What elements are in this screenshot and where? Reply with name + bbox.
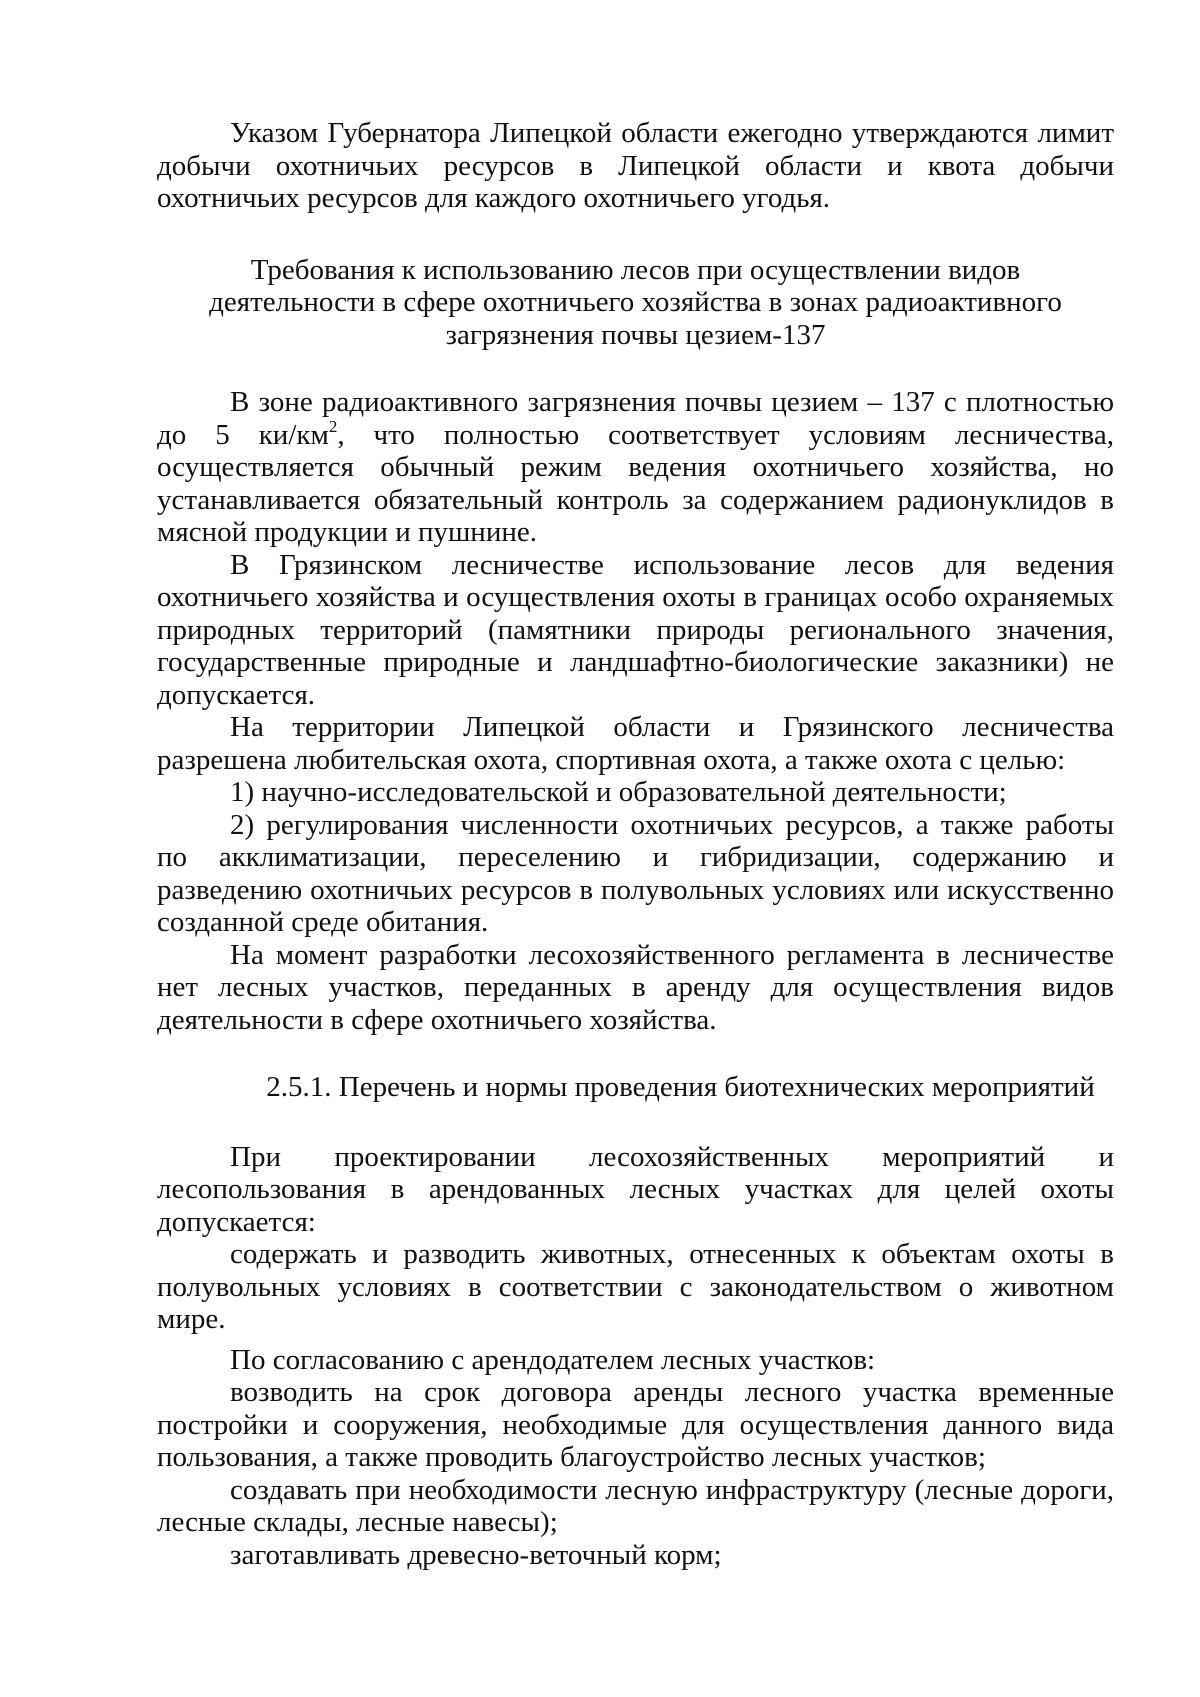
paragraph-design-permits: При проектировании лесохозяйственных мероприятий и лесопользования в арендованных лесных участках для целей охоты допускается: xyxy=(157,1140,1114,1238)
superscript-square: 2 xyxy=(328,416,338,436)
paragraph-cesium-density xyxy=(157,386,1114,549)
list-item-research: 1) научно-исследовательской и образовательной деятельности; xyxy=(230,776,1007,808)
paragraph-keep-animals: содержать и разводить животных, отнесенных к объектам охоты в полувольных условиях в соответствии с законодательством о животном мире. xyxy=(157,1238,1114,1335)
paragraph-cesium-density-rest: , что полностью соответствует условиям лесничества, осуществляется обычный режим ведения охотничьего хозяйства, но устанавливается обязательный контроль за содержанием радионуклидов в мясной продукции и пушнине. xyxy=(157,418,1114,548)
paragraph-cesium-density-text: В зоне радиоактивного загрязнения почвы цезием – 137 с плотностью до 5 ки/км xyxy=(157,386,1114,451)
paragraph-permitted-hunting: На территории Липецкой области и Грязинского лесничества разрешена любительская охота, спортивная охота, а также охота с целью: xyxy=(157,711,1114,776)
paragraph-hunting-limit-decree: Указом Губернатора Липецкой области ежегодно утверждаются лимит добычи охотничьих ресурсов в Липецкой области и квота добычи охотничьих ресурсов для каждого охотничьего угодья. xyxy=(157,117,1114,214)
section-heading-radioactive-zones: Требования к использованию лесов при осуществлении видов деятельности в сфере охотничьего хозяйства в зонах радиоактивного загрязнения почвы цезием-137 xyxy=(209,253,1062,351)
paragraph-no-leased-plots: На момент разработки лесохозяйственного регламента в лесничестве нет лесных участков, переданных в аренду для осуществления видов деятельности в сфере охотничьего хозяйства. xyxy=(157,938,1114,1036)
paragraph-temporary-buildings: возводить на срок договора аренды лесного участка временные постройки и сооружения, необходимые для осуществления данного вида пользования, а также проводить благоустройство лесных участков; xyxy=(157,1376,1114,1473)
paragraph-infrastructure: создавать при необходимости лесную инфраструктуру (лесные дороги, лесные склады, лесные навесы); xyxy=(157,1473,1114,1538)
paragraph-fodder: заготавливать древесно-веточный корм; xyxy=(230,1538,722,1571)
paragraph-lessor-agreement: По согласованию с арендодателем лесных участков: xyxy=(230,1343,876,1376)
section-heading-biotechnical: 2.5.1. Перечень и нормы проведения биотехнических мероприятий xyxy=(266,1071,1095,1103)
document-content xyxy=(157,117,1114,1571)
list-item-population-regulation: 2) регулирования численности охотничьих ресурсов, а также работы по акклиматизации, переселению и гибридизации, содержанию и разведению охотничьих ресурсов в полувольных условиях или искусственно созданной среде обитания. xyxy=(157,808,1114,938)
paragraph-protected-areas: В Грязинском лесничестве использование лесов для ведения охотничьего хозяйства и осуществления охоты в границах особо охраняемых природных территорий (памятники природы регионального значения, государственные природные и ландшафтно-биологические заказники) не допускается. xyxy=(157,548,1114,711)
